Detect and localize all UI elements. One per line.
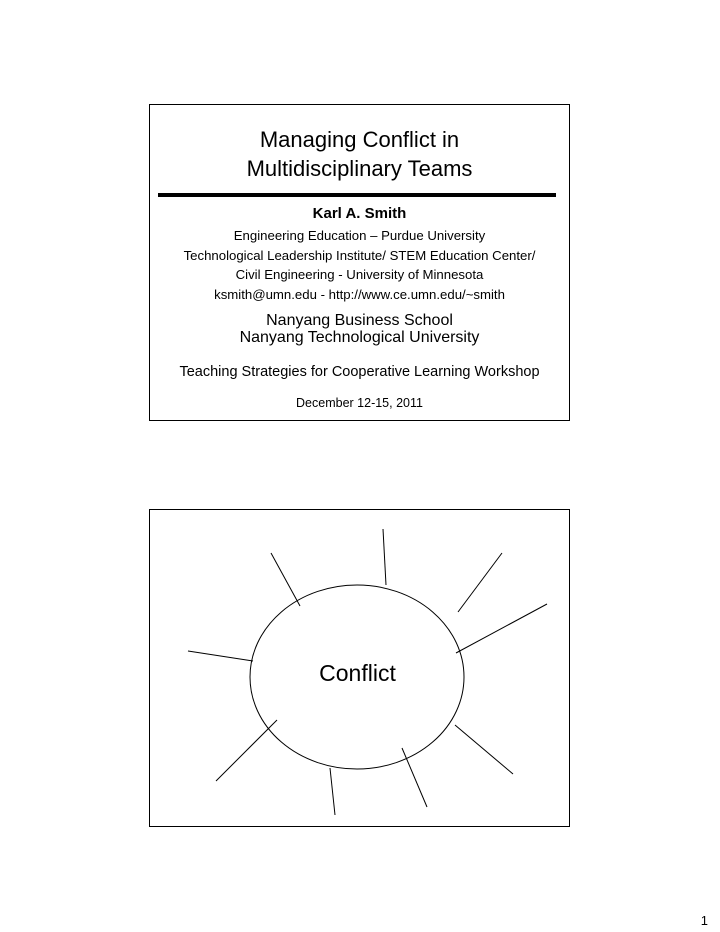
host-school	[150, 312, 569, 346]
author-affiliation	[150, 226, 569, 304]
affiliation-line-1: Engineering Education – Purdue University	[233, 228, 486, 243]
conflict-label: Conflict	[319, 660, 396, 686]
school-line-2: Nanyang Technological University	[239, 329, 480, 346]
affiliation-line-3: Civil Engineering - University of Minnesota	[235, 267, 484, 282]
slide-title	[150, 125, 569, 183]
spoke-lower-right	[455, 725, 513, 774]
spoke-lower-left	[216, 720, 277, 781]
spoke-upper-left	[271, 553, 300, 606]
workshop-name: Teaching Strategies for Cooperative Learning Workshop	[179, 364, 540, 380]
spoke-upper-right	[458, 553, 502, 612]
spoke-right	[456, 604, 547, 653]
author-name: Karl A. Smith	[312, 205, 407, 222]
spoke-bottom-right	[402, 748, 427, 807]
title-slide	[149, 104, 570, 421]
affiliation-line-4: ksmith@umn.edu - http://www.ce.umn.edu/~smith	[214, 286, 505, 302]
workshop-date: December 12-15, 2011	[296, 396, 423, 410]
title-line-2: Multidisciplinary Teams	[246, 156, 473, 181]
spoke-top	[383, 529, 386, 585]
school-line-1: Nanyang Business School	[266, 312, 453, 329]
conflict-diagram-slide	[149, 509, 570, 827]
title-divider	[158, 193, 556, 197]
spoke-left	[188, 651, 253, 661]
spoke-bottom-left	[330, 768, 335, 815]
affiliation-line-2: Technological Leadership Institute/ STEM Education Center/	[183, 247, 536, 263]
title-line-1: Managing Conflict in	[259, 127, 460, 152]
page-number: 1	[700, 913, 708, 928]
